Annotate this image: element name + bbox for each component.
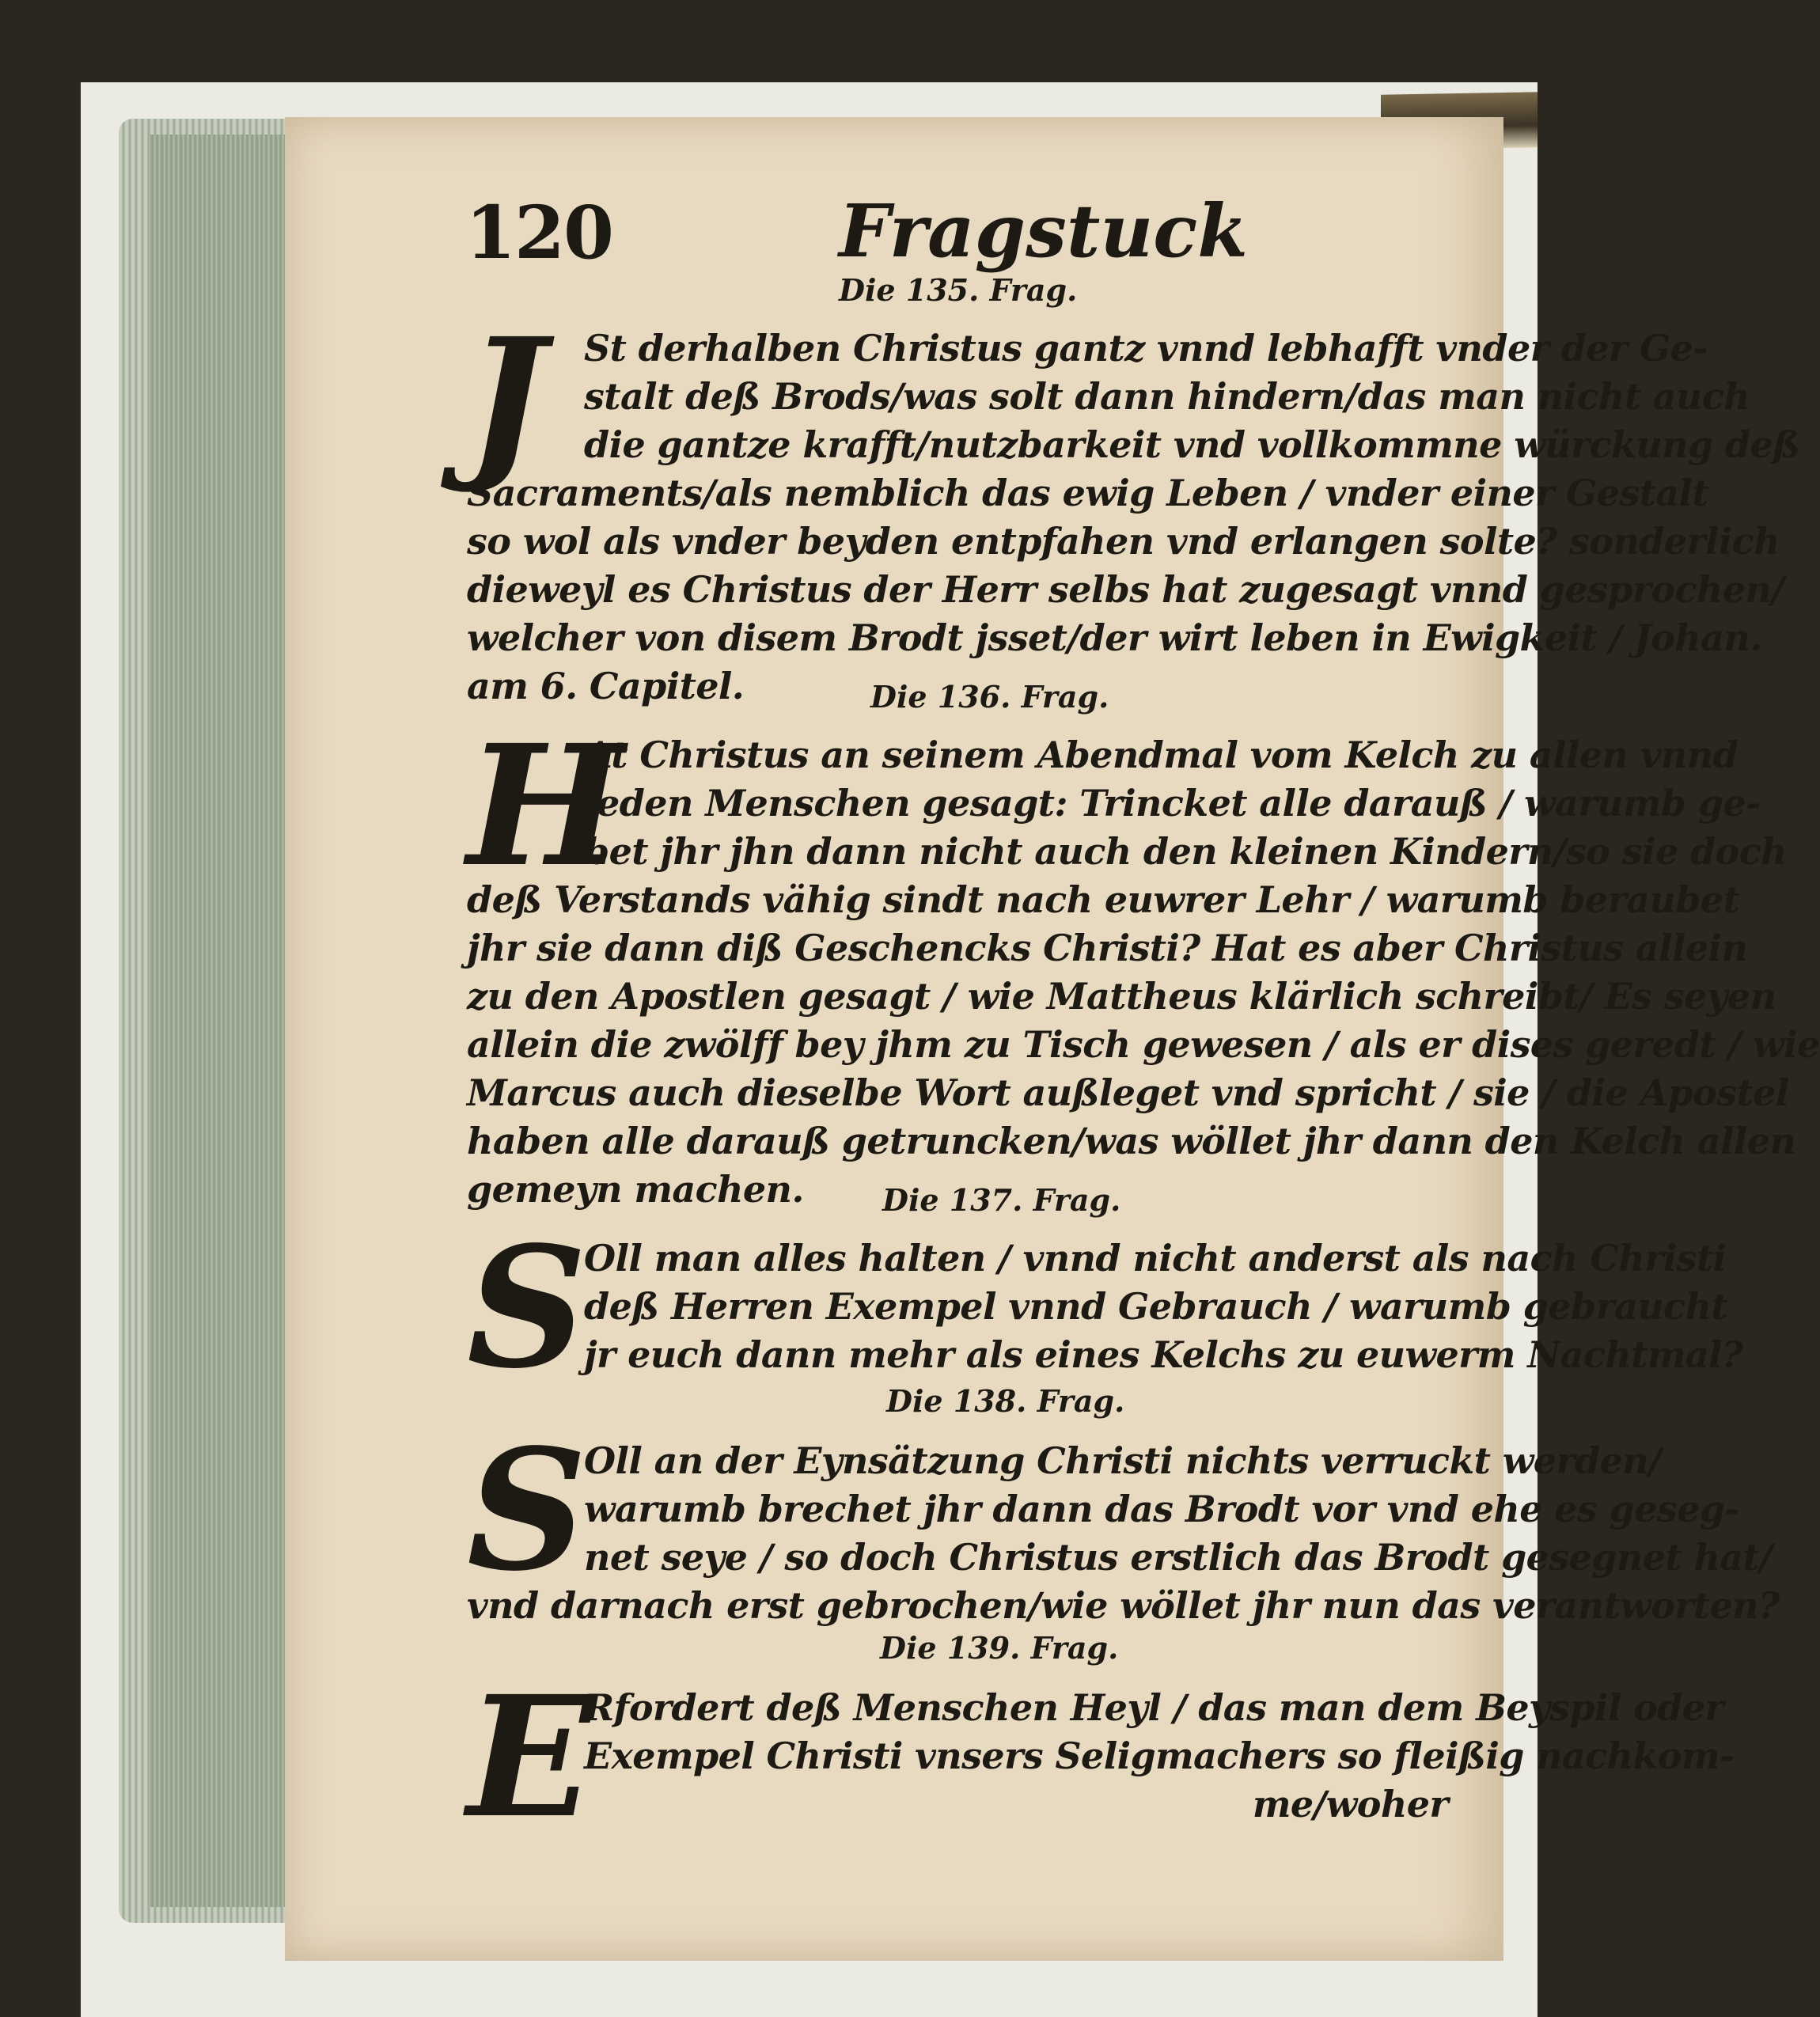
question-heading-135: Die 135. Frag. bbox=[839, 272, 1078, 308]
catchword: me/woher bbox=[1252, 1783, 1448, 1826]
drop-cap-135: J bbox=[467, 301, 546, 497]
book-page bbox=[285, 117, 1820, 1961]
text-line: Marcus auch dieselbe Wort außleget vnd spricht / sie / die Apostel bbox=[467, 1071, 1789, 1114]
text-line: haben alle darauß getruncken/was wöllet jhr dann den Kelch allen bbox=[467, 1120, 1796, 1162]
text-line: welcher von disem Brodt jsset/der wirt leben in Ewigkeit / Johan. bbox=[467, 616, 1762, 659]
text-line: bet jhr jhn dann nicht auch den kleinen Kindern/so sie doch bbox=[584, 830, 1787, 873]
text-line: Rfordert deß Menschen Heyl / das man dem Beyspil oder bbox=[584, 1686, 1724, 1729]
text-line: dieweyl es Christus der Herr selbs hat zugesagt vnnd gesprochen/ bbox=[467, 568, 1784, 611]
question-text-138 bbox=[467, 1412, 1780, 1630]
text-line: Sacraments/als nemblich das ewig Leben / vnder einer Gestalt bbox=[467, 472, 1709, 514]
text-line: deß Verstands vähig sindt nach euwrer Lehr / warumb beraubet bbox=[467, 878, 1740, 921]
drop-cap-136: H bbox=[467, 708, 624, 904]
text-line: jeden Menschen gesagt: Trincket alle darauß / warumb ge- bbox=[584, 782, 1761, 825]
running-head: Fragstuck bbox=[839, 188, 1249, 274]
text-line: vnd darnach erst gebrochen/wie wöllet jhr nun das verantworten? bbox=[467, 1584, 1780, 1627]
text-line: gemeyn machen. bbox=[467, 1168, 804, 1211]
text-line: die gantze krafft/nutzbarkeit vnd vollkommne würckung deß bbox=[584, 423, 1800, 466]
text-line: zu den Apostlen gesagt / wie Mattheus klärlich schreibt/ Es seyen bbox=[467, 975, 1776, 1018]
text-line: stalt deß Brods/was solt dann hindern/das man nicht auch bbox=[584, 375, 1750, 418]
text-line: so wol als vnder beyden entpfahen vnd erlangen solte? sonderlich bbox=[467, 520, 1780, 563]
text-line: warumb brechet jhr dann das Brodt vor vnd ehe es geseg- bbox=[584, 1488, 1739, 1530]
drop-cap-138: S bbox=[467, 1412, 587, 1608]
question-heading-136: Die 136. Frag. bbox=[870, 679, 1109, 715]
page-number: 120 bbox=[465, 190, 613, 275]
drop-cap-137: S bbox=[467, 1210, 587, 1405]
question-heading-139: Die 139. Frag. bbox=[880, 1630, 1119, 1666]
drop-cap-139: E bbox=[467, 1659, 594, 1855]
question-heading-137: Die 137. Frag. bbox=[882, 1182, 1121, 1218]
page-edges-inner bbox=[150, 135, 285, 1907]
text-line: Exempel Christi vnsers Seligmachers so fleißig nachkom- bbox=[584, 1735, 1735, 1777]
question-text-137 bbox=[467, 1234, 1743, 1379]
text-line: net seye / so doch Christus erstlich das Brodt gesegnet hat/ bbox=[584, 1536, 1773, 1579]
question-text-136 bbox=[467, 708, 1820, 1214]
text-line: jr euch dann mehr als eines Kelchs zu euwerm Nachtmal? bbox=[584, 1333, 1743, 1376]
text-line: Oll man alles halten / vnnd nicht anderst als nach Christi bbox=[584, 1237, 1727, 1280]
text-line: deß Herren Exempel vnnd Gebrauch / warumb gebraucht bbox=[584, 1285, 1728, 1328]
text-line: jhr sie dann diß Geschencks Christi? Hat es aber Christus allein bbox=[467, 927, 1748, 969]
text-line: allein die zwölff bey jhm zu Tisch gewesen / als er dises geredt / wie bbox=[467, 1023, 1820, 1066]
text-line: At Christus an seinem Abendmal vom Kelch zu allen vnnd bbox=[584, 734, 1738, 776]
text-line: St derhalben Christus gantz vnnd lebhafft vnder der Ge- bbox=[584, 327, 1708, 370]
question-heading-138: Die 138. Frag. bbox=[886, 1383, 1125, 1419]
question-text-135 bbox=[467, 301, 1800, 711]
text-line: am 6. Capitel. bbox=[467, 665, 745, 707]
text-line: Oll an der Eynsätzung Christi nichts verruckt werden/ bbox=[584, 1439, 1662, 1482]
question-text-139 bbox=[467, 1684, 1735, 1829]
